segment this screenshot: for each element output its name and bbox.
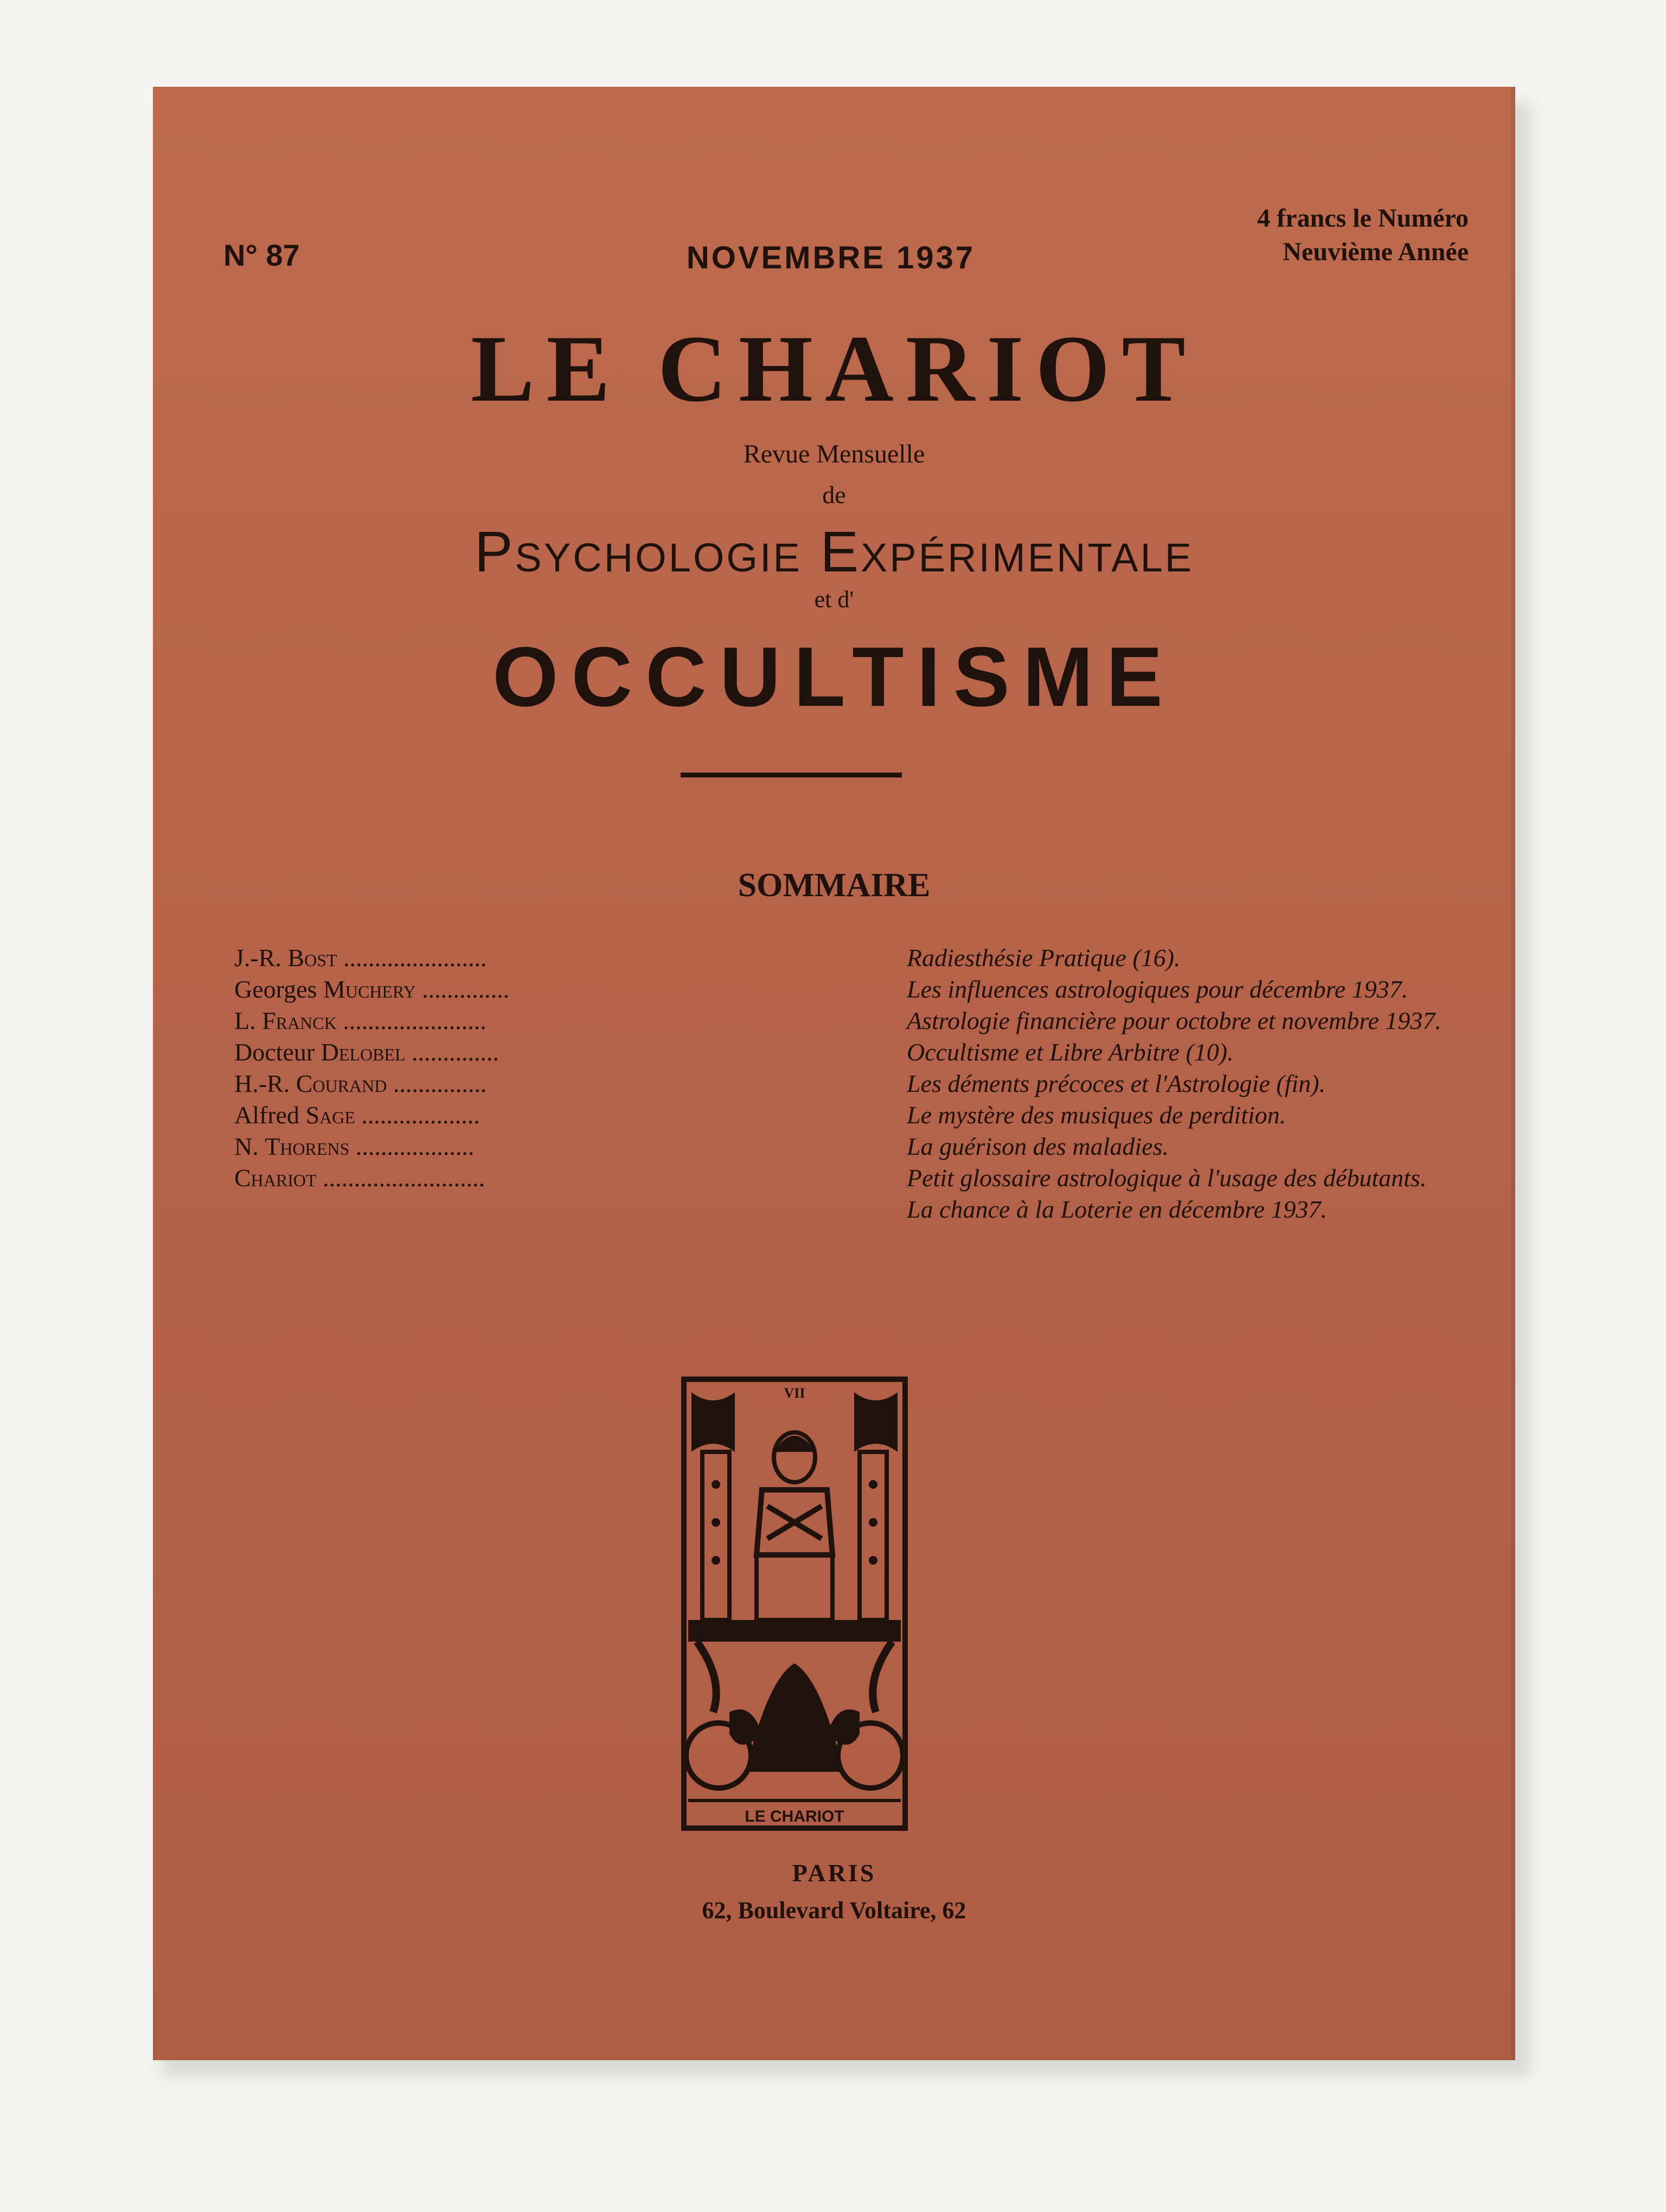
toc-title: Les influences astrologiques pour décembre 1937. (907, 975, 1408, 1003)
magazine-cover (153, 87, 1515, 2060)
price-block (1257, 202, 1469, 269)
issue-number: N° 87 (223, 238, 300, 272)
toc-entry (234, 942, 1492, 974)
toc-entry (234, 1131, 1492, 1162)
toc-title: Astrologie financière pour octobre et novembre 1937. (907, 1007, 1441, 1034)
toc-title: Occultisme et Libre Arbitre (10). (907, 1038, 1234, 1066)
toc-author: Docteur Delobel .............. (234, 1038, 499, 1066)
sommaire-heading: SOMMAIRE (738, 867, 931, 904)
price: 4 francs le Numéro (1257, 204, 1469, 233)
masthead-subtitle-1: Revue Mensuelle (743, 440, 925, 468)
toc-entry (234, 1162, 1492, 1194)
masthead-subject-1: Psychologie Expérimentale (474, 520, 1194, 584)
city: PARIS (792, 1859, 876, 1887)
toc-author: H.-R. Courand ............... (234, 1070, 487, 1097)
left-pillar (702, 1452, 729, 1620)
toc-title: Petit glossaire astrologique à l'usage des débutants. (907, 1164, 1427, 1192)
divider-rule (681, 773, 902, 777)
year-label: Neuvième Année (1283, 237, 1469, 266)
card-number: VII (784, 1385, 805, 1401)
toc-entry (234, 1068, 1492, 1099)
issue-date: NOVEMBRE 1937 (686, 240, 976, 275)
toc-entry (234, 1005, 1492, 1037)
figure-sash (767, 1506, 822, 1539)
toc-author: Georges Muchery .............. (234, 975, 510, 1003)
figure-skirt (757, 1555, 832, 1620)
toc-entry (234, 974, 1492, 1005)
toc-author: L. Franck ....................... (234, 1007, 486, 1034)
masthead-subtitle-3: et d' (814, 586, 854, 613)
toc-entry (234, 1099, 1492, 1131)
toc-title: La guérison des maladies. (907, 1133, 1169, 1160)
address: 62, Boulevard Voltaire, 62 (702, 1897, 966, 1924)
toc-author: Alfred Sage ................... (234, 1101, 480, 1129)
toc-author: J.-R. Bost ....................... (234, 944, 487, 972)
table-of-contents (234, 942, 1492, 1225)
toc-entry (234, 1037, 1492, 1068)
chariot-tarot-vignette (681, 1376, 908, 1831)
right-pillar (860, 1452, 887, 1620)
right-curtain (854, 1392, 898, 1452)
toc-title: Radiesthésie Pratique (16). (907, 944, 1181, 972)
toc-author: Chariot .......................... (234, 1164, 485, 1192)
toc-entry (234, 1194, 1492, 1225)
left-curtain (691, 1392, 735, 1452)
toc-title: Le mystère des musiques de perdition. (907, 1101, 1286, 1129)
masthead-subject-2: OCCULTISME (492, 630, 1176, 724)
toc-title: La chance à la Loterie en décembre 1937. (907, 1195, 1327, 1223)
card-caption: LE CHARIOT (745, 1808, 844, 1825)
toc-author: N. Thorens ................... (234, 1133, 475, 1160)
sphinxes (746, 1663, 843, 1772)
toc-title: Les déments précoces et l'Astrologie (fin). (907, 1070, 1326, 1097)
masthead-title: LE CHARIOT (471, 316, 1197, 422)
toc-author (234, 1194, 777, 1225)
masthead-subtitle-2: de (822, 481, 846, 509)
chariot-canopy (688, 1620, 901, 1642)
